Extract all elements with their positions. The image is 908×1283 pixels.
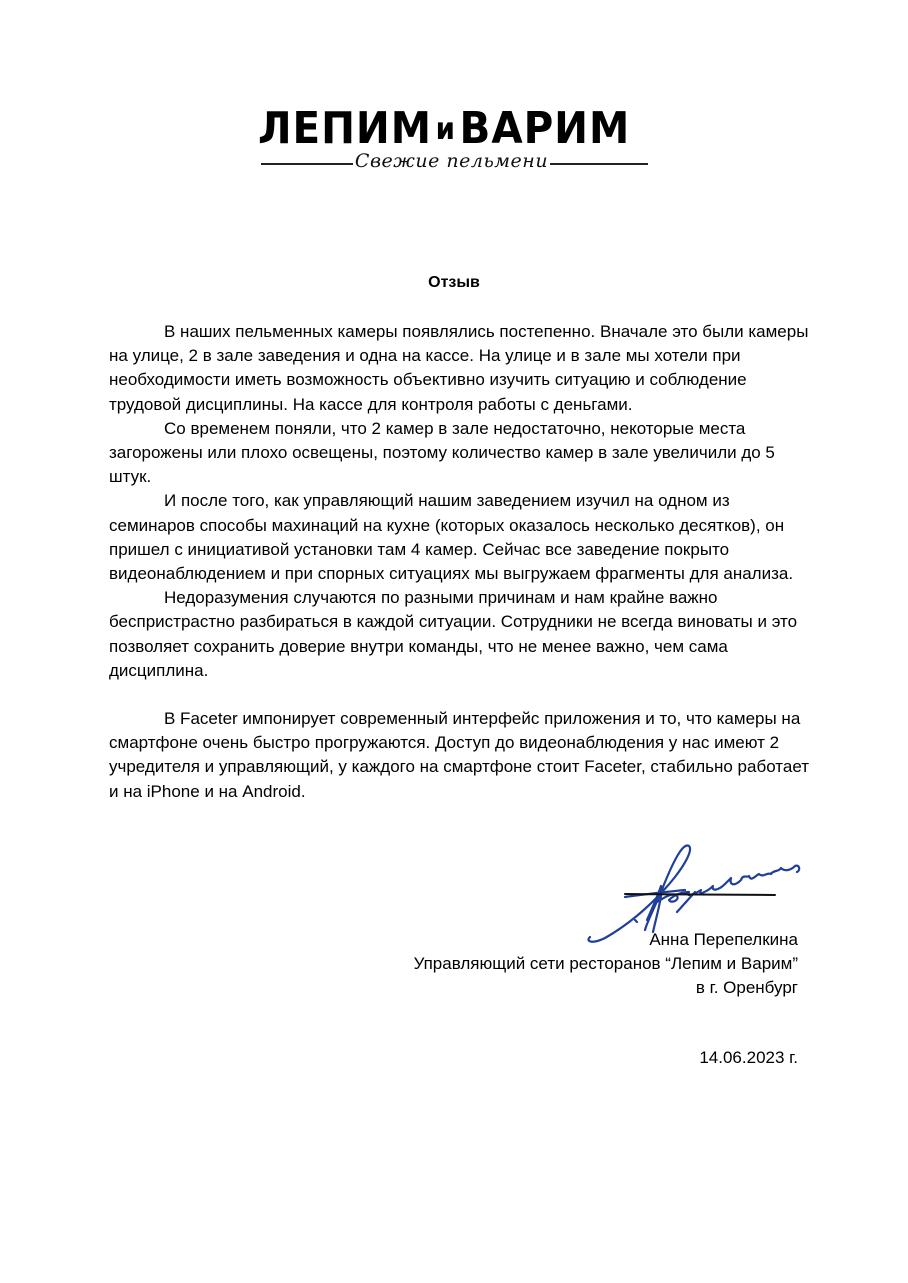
logo-rule-right bbox=[550, 163, 648, 165]
logo-rule-left bbox=[261, 163, 353, 165]
paragraph: В Faceter импонирует современный интерфейс приложения и то, что камеры на смартфоне очень быстро прогружаются. Доступ до видеонаблюдения у нас имеют 2 учредителя и управляющий, у каждого на смартфоне стоит Faceter, стабильно работает и на iPhone и на Android. bbox=[109, 709, 810, 801]
paragraph: Недоразумения случаются по разными причинам и нам крайне важно беспристрастно разбираться в каждой ситуации. Сотрудники не всегда виноваты и это позволяет сохранить доверие внутри команды, что не менее важно, чем сама дисциплина. bbox=[109, 588, 798, 680]
logo-tagline: Свежие пельмени bbox=[354, 150, 549, 172]
paragraph: В наших пельменных камеры появлялись постепенно. Вначале это были камеры на улице, 2 в зале заведения и одна на кассе. На улице и в зале мы хотели при необходимости иметь возможность объективно изучить ситуацию и соблюдение трудовой дисциплины. На кассе для контроля работы с деньгами. bbox=[109, 322, 809, 414]
logo-wordmark bbox=[258, 103, 631, 155]
document-date: 14.06.2023 г. bbox=[699, 1048, 798, 1067]
signer-block bbox=[414, 928, 798, 1000]
paragraph: И после того, как управляющий нашим заведением изучил на одном из семинаров способы махинаций на кухне (которых оказалось несколько десятков), он пришел с инициативой установки там 4 камер. Сейчас все заведение покрыто видеонаблюдением и при спорных ситуациях мы выгружаем фрагменты для анализа. bbox=[109, 491, 794, 584]
document-body bbox=[109, 320, 809, 804]
company-logo bbox=[258, 104, 650, 176]
paragraph: Со временем поняли, что 2 камер в зале недостаточно, некоторые места загорожены или плохо освещены, поэтому количество камер в зале увеличили до 5 штук. bbox=[109, 418, 775, 487]
logo-word-varim: ВАРИМ bbox=[459, 103, 631, 154]
logo-word-lepim: ЛЕПИМ bbox=[258, 103, 432, 154]
document-title: Отзыв bbox=[428, 274, 480, 291]
signer-city: в г. Оренбург bbox=[695, 978, 798, 997]
signer-position: Управляющий сети ресторанов “Лепим и Варим” bbox=[413, 954, 798, 973]
signer-name: Анна Перепелкина bbox=[649, 930, 798, 949]
logo-word-i: и bbox=[435, 112, 456, 147]
